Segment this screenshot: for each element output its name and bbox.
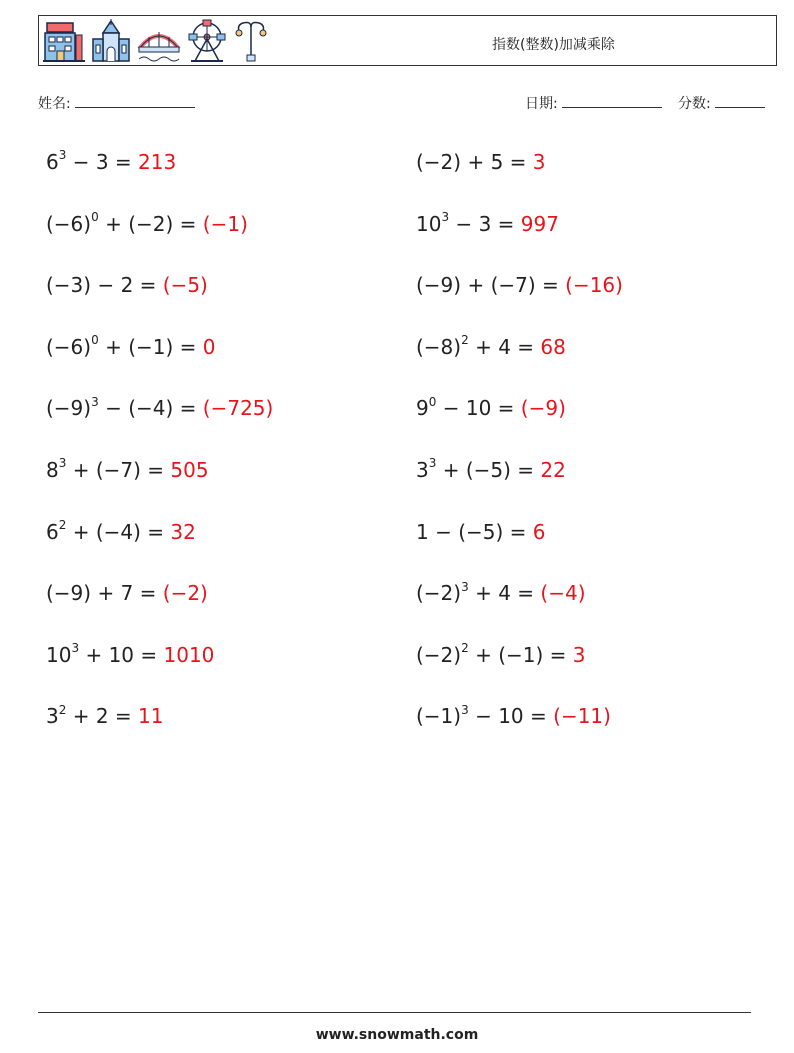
problem-exponent: 3 — [461, 579, 469, 594]
problem-expression: + 2 = — [66, 704, 139, 729]
problem-answer: 6 — [532, 519, 546, 544]
problem-item — [46, 518, 196, 546]
date-field — [525, 93, 662, 113]
problem-expression: − 3 = — [66, 150, 139, 174]
problem-answer: (−725) — [202, 396, 274, 421]
problem-base: (−9) — [46, 581, 92, 606]
problem-item — [416, 518, 546, 546]
problem-base: (−2) — [416, 581, 462, 606]
problem-exponent: 0 — [91, 209, 99, 224]
problem-base: 8 — [46, 458, 59, 482]
problem-item — [416, 579, 586, 607]
problem-item — [46, 148, 176, 176]
problem-base: (−8) — [416, 334, 462, 359]
problem-expression: + (−7) = — [66, 458, 171, 482]
problem-answer: (−5) — [162, 273, 208, 298]
date-label: 日期: — [525, 96, 558, 112]
problem-exponent: 2 — [461, 333, 469, 348]
problem-answer: 505 — [170, 458, 209, 482]
problem-item — [46, 394, 273, 422]
problem-expression: + 4 = — [468, 581, 541, 606]
problem-exponent: 2 — [58, 702, 67, 717]
problem-base: (−3) — [46, 273, 92, 298]
problem-answer: (−2) — [162, 581, 208, 606]
problem-expression: − (−4) = — [98, 396, 203, 421]
problem-item — [416, 456, 566, 484]
problem-base: (−1) — [416, 704, 462, 729]
problem-answer: 11 — [138, 704, 164, 729]
problem-answer: (−9) — [520, 396, 566, 421]
problem-exponent: 3 — [441, 209, 450, 224]
problem-answer: 1010 — [163, 642, 215, 667]
problem-exponent: 2 — [58, 517, 67, 532]
name-line — [75, 95, 195, 108]
problem-answer: 213 — [138, 150, 177, 174]
building-icon — [43, 19, 85, 63]
problem-base: 9 — [416, 396, 429, 421]
problem-base: (−6) — [46, 334, 92, 359]
problem-item — [416, 702, 611, 730]
problem-expression: + (−4) = — [66, 519, 171, 544]
problem-item — [416, 333, 566, 361]
problem-answer: (−11) — [553, 704, 611, 729]
footer-url: www.snowmath.com — [315, 1027, 479, 1043]
problem-answer: 32 — [170, 519, 196, 544]
problem-item — [46, 579, 208, 607]
problem-exponent: 0 — [428, 394, 437, 409]
problem-base: 1 — [416, 519, 429, 544]
problem-expression: + 10 = — [79, 642, 164, 667]
problem-answer: (−1) — [202, 211, 248, 236]
problem-base: (−2) — [416, 642, 462, 667]
problem-exponent: 3 — [58, 456, 67, 471]
problem-item — [46, 210, 248, 238]
problem-expression: + 4 = — [468, 334, 541, 359]
footer-divider — [38, 1012, 751, 1013]
problem-answer: 3 — [572, 642, 586, 667]
problem-base: 10 — [416, 211, 442, 236]
problem-expression: + (−1) = — [98, 334, 203, 359]
problem-expression: + (−7) = — [461, 273, 566, 298]
problem-base: (−6) — [46, 211, 92, 236]
problem-expression: − 2 = — [91, 273, 163, 298]
problem-exponent: 3 — [91, 394, 99, 409]
problem-exponent: 0 — [91, 333, 99, 348]
problem-item — [46, 271, 208, 299]
problem-expression: − (−5) = — [428, 519, 533, 544]
problem-base: (−9) — [46, 396, 92, 421]
problem-expression: − 10 = — [468, 704, 554, 729]
ferris-wheel-icon — [187, 19, 227, 63]
problem-base: 6 — [46, 519, 59, 544]
date-line — [562, 95, 662, 108]
problem-item — [416, 148, 546, 176]
problem-expression: + (−2) = — [98, 211, 203, 236]
worksheet-title: 指数(整数)加减乘除 — [492, 37, 615, 53]
church-icon — [91, 19, 131, 63]
problem-base: 3 — [46, 704, 59, 729]
problem-item — [46, 333, 216, 361]
header-icons — [43, 19, 269, 63]
problem-answer: 0 — [202, 334, 216, 359]
problem-exponent: 3 — [71, 641, 80, 656]
problem-item — [46, 456, 209, 484]
bridge-icon — [137, 19, 181, 63]
name-field — [38, 93, 195, 113]
score-field — [678, 93, 765, 113]
problem-expression: + (−5) = — [436, 458, 541, 482]
problem-item — [416, 394, 566, 422]
problem-answer: 997 — [520, 211, 559, 236]
problem-expression: − 3 = — [449, 211, 521, 236]
problem-exponent: 3 — [428, 456, 437, 471]
problem-base: 6 — [46, 150, 59, 174]
problem-item — [46, 641, 214, 669]
problem-exponent: 3 — [58, 148, 67, 163]
problem-exponent: 2 — [461, 641, 469, 656]
problem-exponent: 3 — [461, 702, 469, 717]
problem-base: (−9) — [416, 273, 462, 298]
problem-expression: + 5 = — [461, 150, 533, 174]
problem-answer: (−4) — [540, 581, 586, 606]
problem-item — [416, 641, 586, 669]
problem-base: 10 — [46, 642, 72, 667]
problem-expression: + 7 = — [91, 581, 163, 606]
name-label: 姓名: — [38, 96, 71, 112]
problem-item — [416, 210, 559, 238]
problem-answer: 22 — [540, 458, 566, 482]
problem-answer: 3 — [532, 150, 546, 174]
problem-answer: (−16) — [565, 273, 623, 298]
problem-expression: + (−1) = — [468, 642, 573, 667]
score-label: 分数: — [678, 96, 711, 112]
street-lamp-icon — [233, 19, 269, 63]
problem-expression: − 10 = — [436, 396, 521, 421]
score-line — [715, 95, 765, 108]
problem-item — [416, 271, 623, 299]
problem-item — [46, 702, 164, 730]
header-box — [38, 15, 777, 66]
problem-base: (−2) — [416, 150, 462, 174]
problem-base: 3 — [416, 458, 429, 482]
problem-answer: 68 — [540, 334, 566, 359]
